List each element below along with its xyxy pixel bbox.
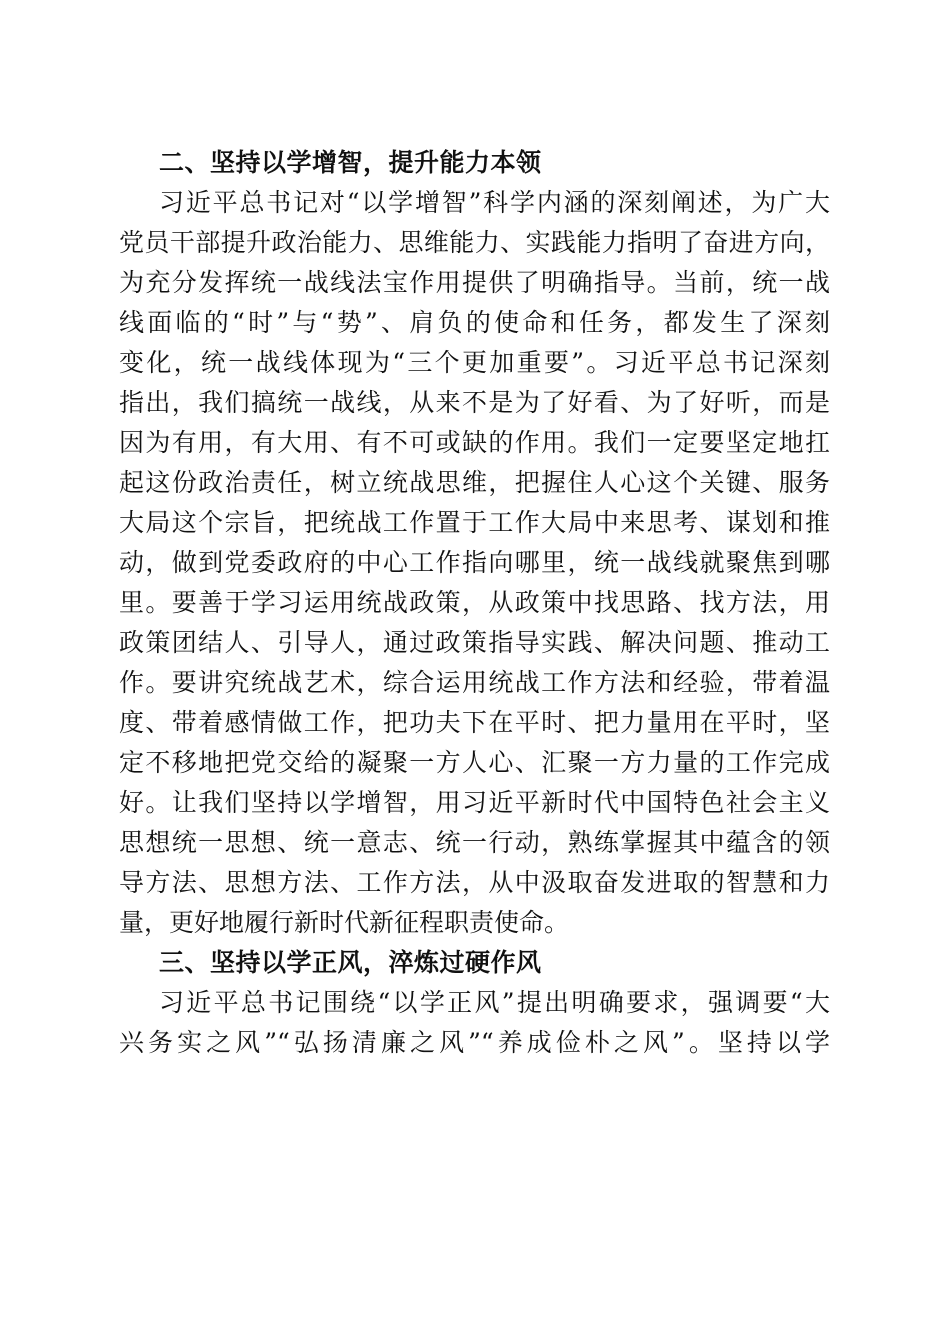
text-line: 度、带着感情做工作，把功夫下在平时、把力量用在平时，坚 — [119, 708, 830, 737]
text-line: 变化，统一战线体现为“三个更加重要”。习近平总书记深刻 — [119, 348, 830, 377]
text-line: 政策团结人、引导人，通过政策指导实践、解决问题、推动工 — [119, 628, 830, 657]
section-heading: 三、坚持以学正风，淬炼过硬作风 — [159, 948, 542, 977]
text-line: 党员干部提升政治能力、思维能力、实践能力指明了奋进方向， — [119, 228, 830, 257]
text-line: 习近平总书记对“以学增智”科学内涵的深刻阐述，为广大 — [159, 188, 830, 217]
paragraph — [119, 983, 830, 1063]
text-line: 起这份政治责任，树立统战思维，把握住人心这个关键、服务 — [119, 468, 830, 497]
text-line: 思想统一思想、统一意志、统一行动，熟练掌握其中蕴含的领 — [119, 828, 830, 857]
text-line: 量，更好地履行新时代新征程职责使命。 — [119, 908, 570, 937]
text-line: 导方法、思想方法、工作方法，从中汲取奋发进取的智慧和力 — [119, 868, 830, 897]
text-line: 好。让我们坚持以学增智，用习近平新时代中国特色社会主义 — [119, 788, 830, 817]
paragraph — [119, 183, 830, 943]
section-heading: 二、坚持以学增智，提升能力本领 — [159, 148, 542, 177]
text-line: 动，做到党委政府的中心工作指向哪里，统一战线就聚焦到哪 — [119, 548, 830, 577]
text-line: 习近平总书记围绕“以学正风”提出明确要求，强调要“大 — [159, 988, 830, 1017]
text-line: 线面临的“时”与“势”、肩负的使命和任务，都发生了深刻 — [119, 308, 830, 337]
text-line: 为充分发挥统一战线法宝作用提供了明确指导。当前，统一战 — [119, 268, 830, 297]
document-body — [119, 143, 830, 1063]
text-line: 大局这个宗旨，把统战工作置于工作大局中来思考、谋划和推 — [119, 508, 830, 537]
text-line: 兴务实之风”“弘扬清廉之风”“养成俭朴之风”。坚持以学 — [119, 1028, 830, 1057]
text-line: 作。要讲究统战艺术，综合运用统战工作方法和经验，带着温 — [119, 668, 830, 697]
text-line: 里。要善于学习运用统战政策，从政策中找思路、找方法，用 — [119, 588, 830, 617]
text-line: 因为有用，有大用、有不可或缺的作用。我们一定要坚定地扛 — [119, 428, 830, 457]
text-line: 定不移地把党交给的凝聚一方人心、汇聚一方力量的工作完成 — [119, 748, 830, 777]
text-line: 指出，我们搞统一战线，从来不是为了好看、为了好听，而是 — [119, 388, 830, 417]
